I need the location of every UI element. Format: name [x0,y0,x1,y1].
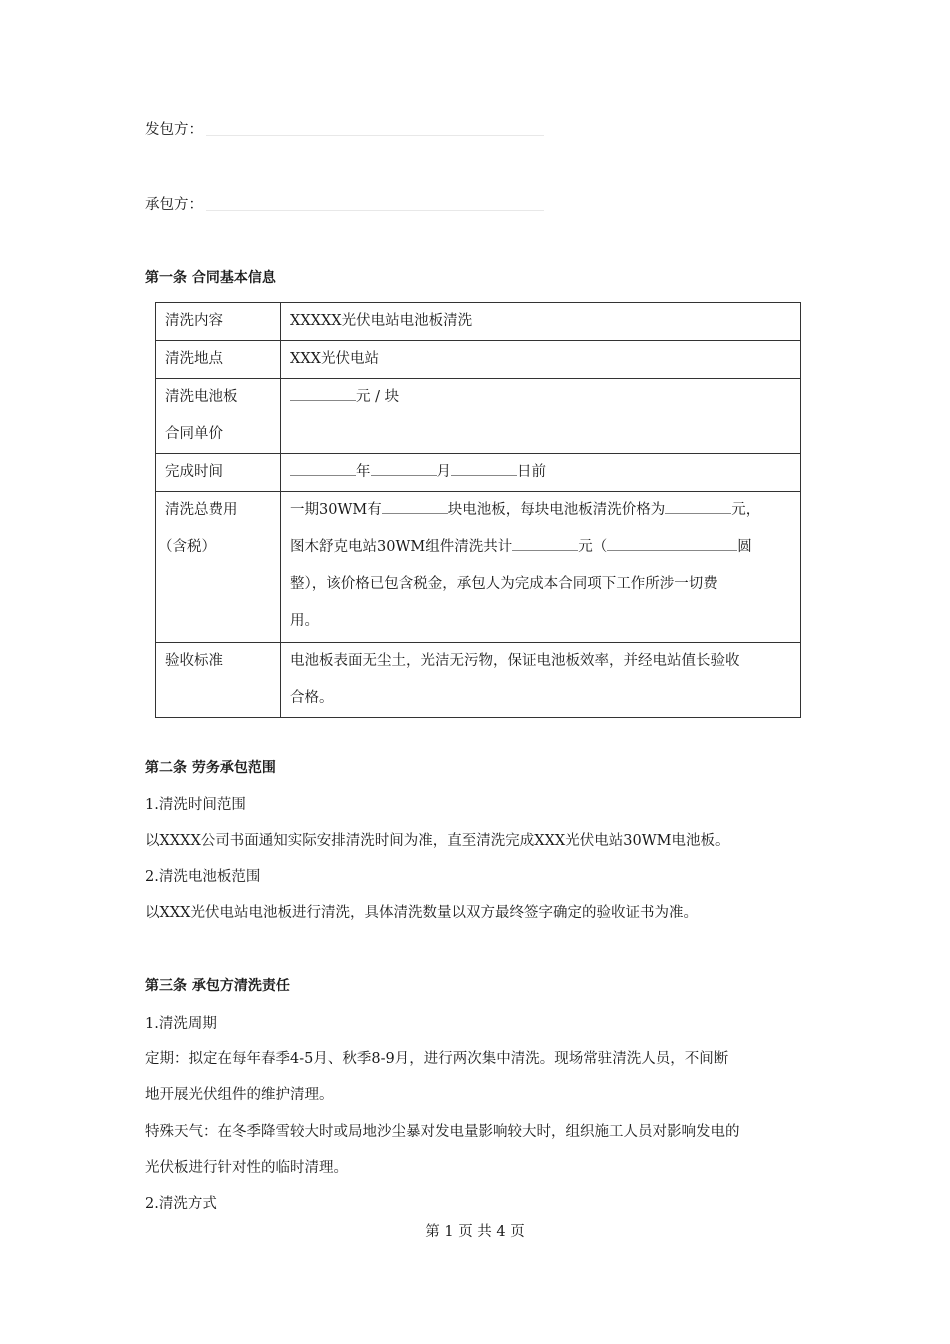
article2-item1-title: 1.清洗时间范围 [145,797,246,813]
cleaning-location-value: XXX光伏电站 [290,351,379,367]
article2-heading: 第二条 劳务承包范围 [145,760,276,776]
table-key-cell [156,379,281,454]
completion-month-label: 月 [436,464,451,480]
panel-count-blank[interactable] [382,499,448,514]
article3-regular-line1: 定期：拟定在每年春季4-5月、秋季8-9月，进行两次集中清洗。现场常驻清洗人员，不间断 [145,1051,729,1067]
acceptance-line2: 合格。 [290,690,334,706]
table-value-cell [281,643,801,718]
table-row [156,454,801,492]
article2-item2-title: 2.清洗电池板范围 [145,869,261,885]
unit-price-blank[interactable] [290,386,356,401]
total-fee-text3: 元， [731,502,761,518]
article3-item1-title: 1.清洗周期 [145,1016,217,1032]
table-value-cell [281,492,801,643]
total-fee-text4: 图木舒克电站30WM组件清洗共计 [290,539,513,555]
table-key-cell [156,492,281,643]
table-row [156,492,801,643]
total-fee-text5: 元（ [578,539,608,555]
table-value-cell [281,454,801,492]
total-fee-text2: 块电池板，每块电池板清洗价格为 [447,502,666,518]
total-fee-key-line1: 清洗总费用 [165,502,238,518]
cleaning-content-value: XXXXX光伏电站电池板清洗 [290,313,473,329]
table-key-cell [156,643,281,718]
completion-month-blank[interactable] [371,461,437,476]
article3-item2-title: 2.清洗方式 [145,1196,217,1212]
total-amount-words-blank[interactable] [607,536,737,551]
table-row [156,643,801,718]
article3-special-line1: 特殊天气：在冬季降雪较大时或局地沙尘暴对发电量影响较大时，组织施工人员对影响发电的 [145,1124,740,1140]
contract-info-table [155,302,801,718]
table-row [156,303,801,341]
total-fee-text6: 圆 [737,539,752,555]
cleaning-content-key: 清洗内容 [165,313,223,329]
table-row [156,341,801,379]
table-value-cell [281,379,801,454]
completion-year-blank[interactable] [290,461,356,476]
issuer-label: 发包方： [145,122,203,138]
article2-item2-text: 以XXX光伏电站电池板进行清洗，具体清洗数量以双方最终签字确定的验收证书为准。 [145,905,698,921]
total-amount-blank[interactable] [512,536,578,551]
total-fee-text7: 整），该价格已包含税金，承包人为完成本合同项下工作所涉一切费 [290,576,718,592]
cleaning-location-key: 清洗地点 [165,351,223,367]
total-fee-text1: 一期30WM有 [290,502,382,518]
per-panel-price-blank[interactable] [665,499,731,514]
article3-regular-line2: 地开展光伏组件的维护清理。 [145,1087,334,1103]
table-key-cell [156,341,281,379]
unit-price-key-line1: 清洗电池板 [165,389,238,405]
table-key-cell [156,303,281,341]
table-value-cell [281,341,801,379]
completion-day-blank[interactable] [451,461,517,476]
completion-day-label: 日前 [517,464,546,480]
article3-heading: 第三条 承包方清洗责任 [145,978,290,994]
article3-special-line2: 光伏板进行针对性的临时清理。 [145,1160,348,1176]
table-value-cell [281,303,801,341]
contractor-blank-line[interactable] [206,209,544,211]
total-fee-text8: 用。 [290,613,319,629]
unit-price-key-line2: 合同单价 [165,426,223,442]
table-row [156,379,801,454]
completion-year-label: 年 [356,464,371,480]
acceptance-key: 验收标准 [165,653,223,669]
article2-item1-text: 以XXXX公司书面通知实际安排清洗时间为准，直至清洗完成XXX光伏电站30WM电池板。 [145,833,730,849]
issuer-blank-line[interactable] [206,134,544,136]
table-key-cell [156,454,281,492]
completion-key: 完成时间 [165,464,223,480]
page-footer: 第 1 页 共 4 页 [425,1224,525,1240]
total-fee-key-line2: （含税） [158,539,216,555]
acceptance-line1: 电池板表面无尘土，光洁无污物，保证电池板效率，并经电站值长验收 [290,653,740,669]
article1-heading: 第一条 合同基本信息 [145,270,276,286]
contractor-label: 承包方： [145,197,203,213]
unit-price-unit: 元 / 块 [356,389,400,405]
